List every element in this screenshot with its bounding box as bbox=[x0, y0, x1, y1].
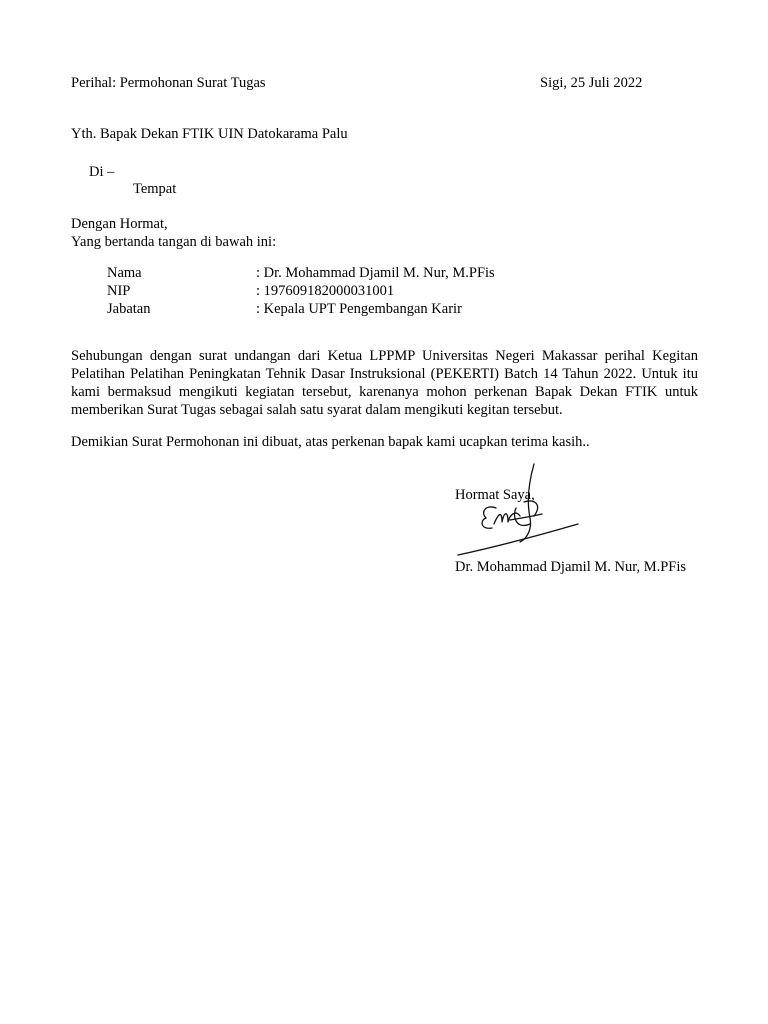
identity-label-nama: Nama bbox=[107, 265, 142, 281]
body-paragraph: Sehubungan dengan surat undangan dari Ketua LPPMP Universitas Negeri Makassar perihal Kegitan Pelatihan Pelatihan Peningkatan Tehnik Dasar Instruksional (PEKERTI) Batch 14 Tahun 2022. Untuk itu kami bermaksud mengikuti kegiatan tersebut, karenanya mohon perkenan Bapak Dekan FTIK untuk memberikan Surat Tugas sebagai salah satu syarat dalam mengikuti kegitan tersebut. bbox=[71, 348, 698, 418]
identity-label-nip: NIP bbox=[107, 283, 131, 299]
recipient-line: Yth. Bapak Dekan FTIK UIN Datokarama Palu bbox=[71, 126, 348, 142]
di-line: Di – bbox=[89, 164, 115, 180]
identity-value-nama: : Dr. Mohammad Djamil M. Nur, M.PFis bbox=[256, 265, 495, 281]
identity-label-jabatan: Jabatan bbox=[107, 301, 151, 317]
subject-line: Perihal: Permohonan Surat Tugas bbox=[71, 75, 266, 91]
intro-line: Yang bertanda tangan di bawah ini: bbox=[71, 234, 277, 250]
tempat-line: Tempat bbox=[133, 181, 177, 197]
greeting: Dengan Hormat, bbox=[71, 216, 168, 232]
identity-value-jabatan: : Kepala UPT Pengembangan Karir bbox=[256, 301, 462, 317]
signer-name: Dr. Mohammad Djamil M. Nur, M.PFis bbox=[455, 559, 687, 575]
identity-value-nip: : 197609182000031001 bbox=[256, 283, 395, 299]
handwritten-signature bbox=[450, 458, 590, 558]
place-date: Sigi, 25 Juli 2022 bbox=[540, 75, 643, 91]
closing-paragraph: Demikian Surat Permohonan ini dibuat, atas perkenan bapak kami ucapkan terima kasih.. bbox=[71, 434, 590, 450]
sign-off: Hormat Saya, bbox=[455, 487, 535, 503]
